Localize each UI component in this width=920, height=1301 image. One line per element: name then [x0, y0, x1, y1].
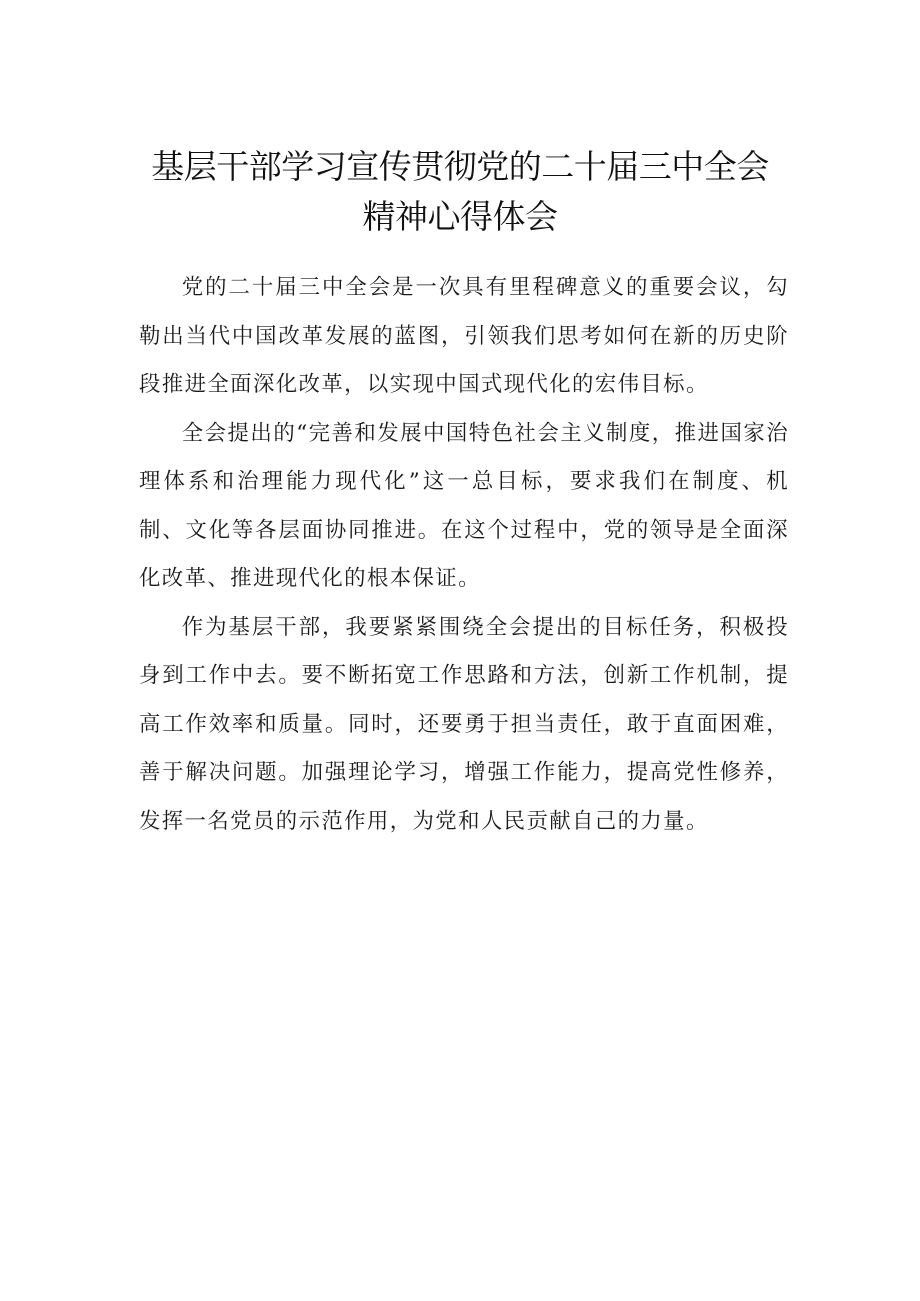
document-title-line-2: 精神心得体会	[362, 197, 558, 236]
paragraph-1: 党的二十届三中全会是一次具有里程碑意义的重要会议，勾勒出当代中国改革发展的蓝图，引领我们思考如何在新的历史阶段推进全面深化改革，以实现中国式现代化的宏伟目标。	[139, 275, 789, 397]
paragraph-3: 作为基层干部，我要紧紧围绕全会提出的目标任务，积极投身到工作中去。要不断拓宽工作思路和方法，创新工作机制，提高工作效率和质量。同时，还要勇于担当责任，敢于直面困难，善于解决问题。加强理论学习，增强工作能力，提高党性修养，发挥一名党员的示范作用，为党和人民贡献自己的力量。	[139, 614, 789, 834]
document-body	[139, 264, 789, 846]
paragraph-2: 全会提出的“完善和发展中国特色社会主义制度，推进国家治理体系和治理能力现代化”这一总目标，要求我们在制度、机制、文化等各层面协同推进。在这个过程中，党的领导是全面深化改革、推进现代化的根本保证。	[139, 420, 789, 591]
document-title-line-1: 基层干部学习宣传贯彻党的二十届三中全会	[151, 147, 769, 186]
